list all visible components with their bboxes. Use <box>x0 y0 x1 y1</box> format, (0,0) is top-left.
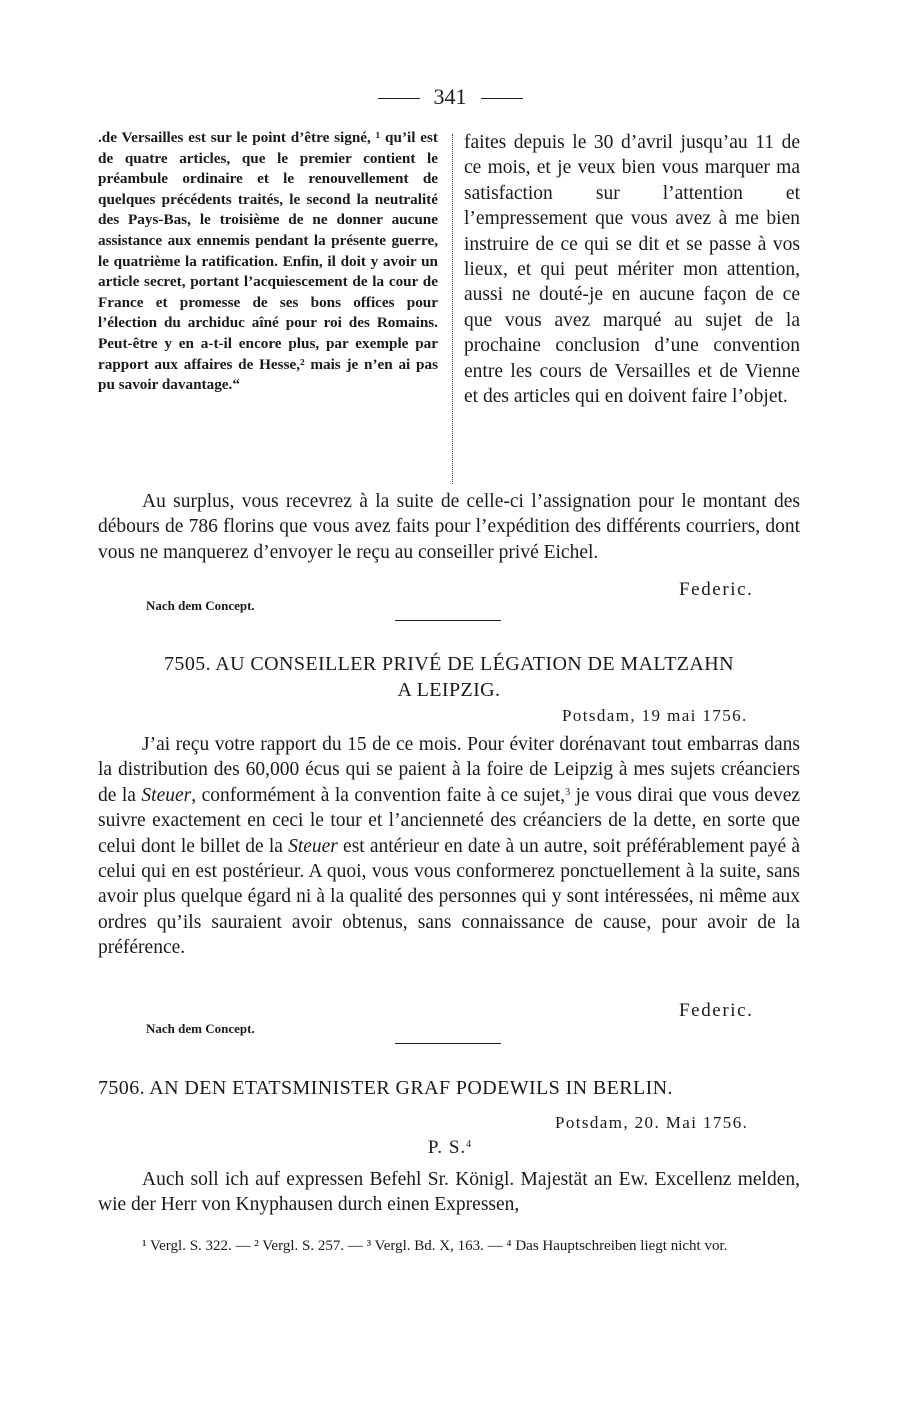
steuer-term-2: Steuer <box>288 835 338 857</box>
heading-line-2: A LEIPZIG. <box>397 679 501 701</box>
place-date: Potsdam, 19 mai 1756. <box>562 706 748 725</box>
footnote-ref-4: 4 <box>466 1139 473 1150</box>
letter-heading <box>98 651 800 703</box>
column-divider <box>452 134 453 484</box>
header-rule-left <box>378 98 420 99</box>
body-text-1: J’ai reçu votre rapport du 15 de ce mois. Pour éviter dorénavant tout embarras dans la distribution des 60,000 écus qui se paient à la foire de Leipzig à mes sujets créanciers de la <box>98 734 800 806</box>
section-rule <box>395 620 501 621</box>
page-number: 341 <box>433 84 467 109</box>
footnote-ref-3: 3 <box>565 786 571 798</box>
left-column-quote: .de Versailles est sur le point d’être signé, ¹ qu’il est de quatre articles, que le premier contient le préambule ordinaire et le renouvellement de quelques précédents traités, le second la neutralité des Pays-Bas, le troisième de ne donner aucune assistance aux ennemis pendant la présente guerre, le quatrième la ratification. Enfin, il doit y avoir un article secret, portant l’acquiescement de la cour de France et promesse de ses bons offices pour l’élection du archiduc aîné pour roi des Romains. Peut-être y en a-t-il encore plus, par exemple par rapport aux affaires de Hesse,² mais je n’en ai pas pu savoir davantage.“ <box>98 129 438 394</box>
section-rule-2 <box>395 1043 501 1044</box>
steuer-term: Steuer <box>141 784 192 806</box>
body-text-2: , conformément à la convention faite à ce sujet, <box>191 784 566 806</box>
footnotes: ¹ Vergl. S. 322. — ² Vergl. S. 257. — ³ Vergl. Bd. X, 163. — ⁴ Das Hauptschreiben liegt nicht vor. <box>142 1238 728 1254</box>
page-header <box>0 84 900 110</box>
letter-body-2: Auch soll ich auf expressen Befehl Sr. Königl. Majestät an Ew. Excellenz melden, wie der Herr von Knyphausen durch einen Expressen, <box>98 1169 800 1216</box>
body-text-3: je vous dirai que vous devez suivre exactement en ceci le tour et l’ancienneté des créanciers de la dette, en sorte que celui dont le billet de la <box>98 784 801 857</box>
concept-note-2: Nach dem Concept. <box>146 1021 255 1036</box>
header-rule-right <box>481 98 523 99</box>
right-column-text: faites depuis le 30 d’avril jusqu’au 11 de ce mois, et je veux bien vous marquer ma satisfaction sur l’attention et l’empressement que vous avez à me bien instruire de ce qui se dit et se passe à vos lieux, et qui peut mériter mon attention, aussi ne douté-je en aucune façon de ce que vous avez marqué au sujet de la prochaine conclusion d’une convention entre les cours de Versailles et de Vienne et des articles qui en doivent faire l’objet. <box>464 132 800 408</box>
letter-heading-7506: 7506. AN DEN ETATSMINISTER GRAF PODEWILS IN BERLIN. <box>98 1077 673 1099</box>
concept-note: Nach dem Concept. <box>146 598 255 613</box>
signature-2: Federic. <box>679 1000 754 1021</box>
body-text-4: est antérieur en date à un autre, soit préférablement payé à celui qui en est postérieur. A quoi, vous vous conformerez ponctuellement à la suite, sans avoir plus quelque égard ni à la qualité des personnes qui y sont intéressées, ni même aux ordres qu’ils sauraient avoir obtenus, sans connaissance de cause, pour avoir de la préférence. <box>98 835 800 959</box>
place-date-2: Potsdam, 20. Mai 1756. <box>555 1113 749 1132</box>
closing-paragraph: Au surplus, vous recevrez à la suite de celle-ci l’assignation pour le montant des débours de 786 florins que vous avez faits pour l’expédition des différents courriers, dont vous ne manquerez d’envoyer le reçu au conseiller privé Eichel. <box>98 491 800 563</box>
postscript-label <box>0 1137 900 1159</box>
letter-body <box>98 732 800 961</box>
signature: Federic. <box>679 579 754 600</box>
ps-text: P. S. <box>427 1137 467 1158</box>
heading-line-1: 7505. AU CONSEILLER PRIVÉ DE LÉGATION DE MALTZAHN <box>164 653 734 675</box>
